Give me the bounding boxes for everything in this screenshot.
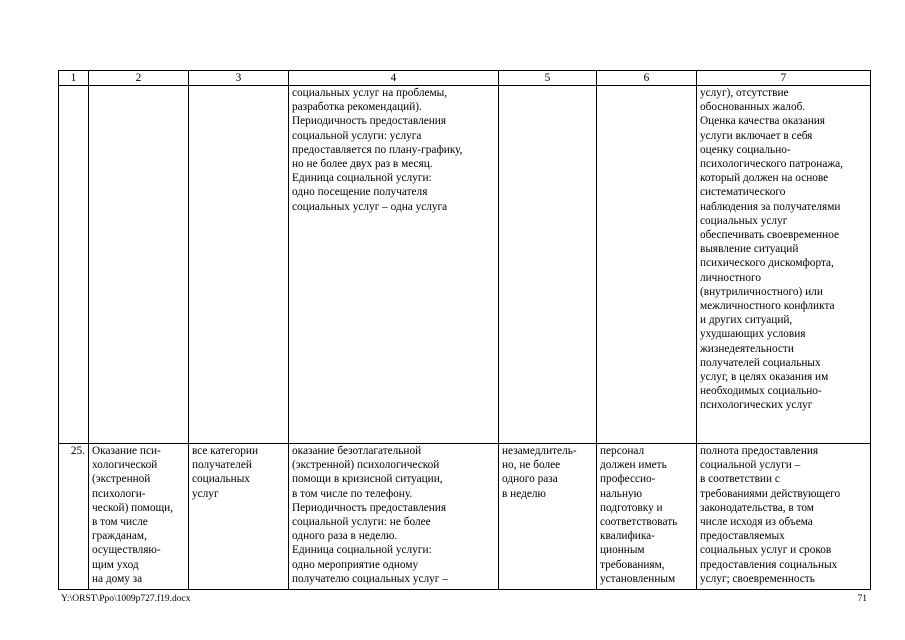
column-header: 2 [89, 71, 189, 86]
row-number-cell: 25. [59, 444, 89, 590]
service-name-cell: Оказание пси- хологической (экстренной психологи- ческой) помощи, в том числе гражданам, осуществляю- щим уход на дому за [89, 444, 189, 590]
footer-page-number: 71 [857, 594, 867, 604]
timing-cell [499, 86, 597, 444]
column-header: 5 [499, 71, 597, 86]
recipients-cell [189, 86, 289, 444]
quality-cell: полнота предоставления социальной услуги – в соответствии с требованиями действующего законодательства, в том числе исходя из объема предоставляемых социальных услуг и сроков предоставления социальных услуг; своевременность [697, 444, 871, 590]
quality-cell: услуг), отсутствие обоснованных жалоб. Оценка качества оказания услуги включает в себя оценку социально- психологического патронажа, который должен на основе систематического наблюдения за получателями социальных услуг обеспечивать своевременное выявление ситуаций психического дискомфорта, личностного (внутриличностного) или межличностного конфликта и других ситуаций, ухудшающих условия жизнедеятельности получателей социальных услуг, в целях оказания им необходимых социально- психологических услуг [697, 86, 871, 444]
services-table [58, 70, 871, 590]
column-header: 6 [597, 71, 697, 86]
column-header: 4 [289, 71, 499, 86]
description-cell: социальных услуг на проблемы, разработка рекомендаций). Периодичность предоставления социальной услуги: услуга предоставляется по плану-графику, но не более двух раз в месяц. Единица социальной услуги: одно посещение получателя социальных услуг – одна услуга [289, 86, 499, 444]
table-row [59, 86, 871, 444]
column-header: 3 [189, 71, 289, 86]
column-header: 1 [59, 71, 89, 86]
description-cell: оказание безотлагательной (экстренной) психологической помощи в кризисной ситуации, в том числе по телефону. Периодичность предоставления социальной услуги: не более одного раза в неделю. Единица социальной услуги: одно мероприятие одному получателю социальных услуг – [289, 444, 499, 590]
service-name-cell [89, 86, 189, 444]
table-header-row [59, 71, 871, 86]
recipients-cell: все категории получателей социальных услуг [189, 444, 289, 590]
staff-cell [597, 86, 697, 444]
column-header: 7 [697, 71, 871, 86]
row-number-cell [59, 86, 89, 444]
timing-cell: незамедлитель- но, не более одного раза в неделю [499, 444, 597, 590]
footer-file-path: Y:\ORST\Ppo\1009p727.f19.docx [61, 594, 191, 604]
table-row [59, 444, 871, 590]
staff-cell: персонал должен иметь профессио- нальную подготовку и соответствовать квалифика- ционным требованиям, установленным [597, 444, 697, 590]
